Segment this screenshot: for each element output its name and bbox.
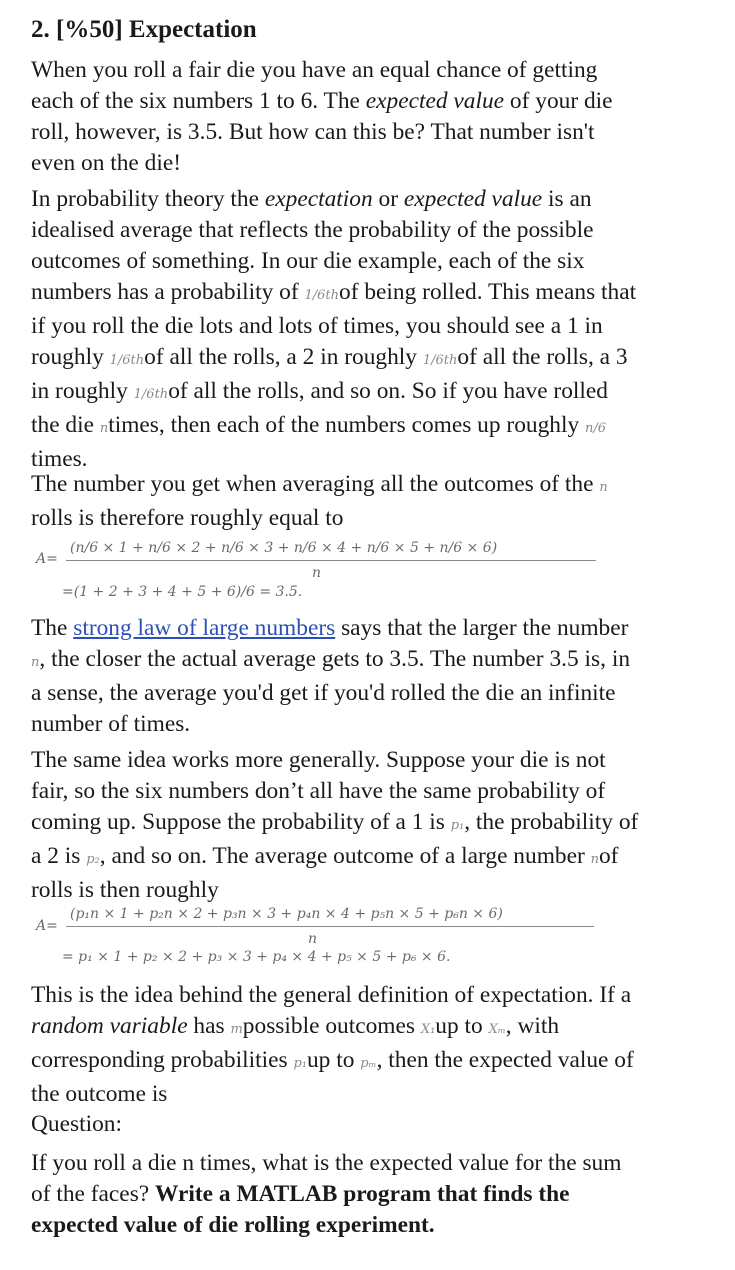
text-line	[31, 86, 726, 117]
text-span: , the probability of	[464, 809, 639, 835]
text-line: When you roll a fair die you have an equal chance of getting	[31, 57, 598, 83]
text-span: up to	[435, 1013, 489, 1039]
text-line	[31, 277, 726, 311]
text-span: roughly	[31, 344, 110, 370]
text-line: even on the die!	[31, 150, 182, 176]
math-m: m	[230, 1022, 243, 1037]
strong-law-link[interactable]: strong law of large numbers	[73, 615, 336, 641]
text-line: This is the idea behind the general definition of expectation. If a	[31, 982, 632, 1008]
fraction-bar	[66, 926, 594, 927]
text-span: The number you get when averaging all the outcomes of the	[31, 471, 600, 497]
text-line	[31, 342, 726, 376]
math-p2: p₂	[86, 852, 100, 867]
formula-unfair-die-average	[36, 906, 596, 970]
text-span: has	[187, 1013, 231, 1039]
formula-numerator: (n/6 × 1 + n/6 × 2 + n/6 × 3 + n/6 × 4 + n/6 × 5 + n/6 × 6)	[70, 540, 498, 556]
text-line: a sense, the average you'd get if you'd rolled the die an infinite	[31, 680, 616, 706]
math-pm: pₘ	[360, 1056, 377, 1071]
paragraph-general-definition	[31, 980, 726, 1110]
paragraph-law-of-large-numbers	[31, 613, 726, 740]
text-span: says that the larger the number	[335, 615, 629, 641]
text-line: the outcome is	[31, 1081, 168, 1107]
formula-result: = p₁ × 1 + p₂ × 2 + p₃ × 3 + p₄ × 4 + p₅ × 5 + p₆ × 6.	[62, 949, 451, 965]
text-span: , the closer the actual average gets to 3.5. The number 3.5 is, in	[39, 646, 631, 672]
math-one-sixth: 1/6th	[422, 353, 458, 368]
math-p1: p₁	[293, 1056, 307, 1071]
text-line	[31, 807, 726, 841]
text-line	[31, 1011, 726, 1045]
text-line	[31, 1179, 726, 1210]
math-one-sixth: 1/6th	[304, 288, 340, 303]
math-xm: Xₘ	[488, 1022, 506, 1037]
formula-denominator: n	[308, 931, 318, 947]
text-span: In probability theory the	[31, 186, 265, 212]
text-span: of all the rolls, a 2 in roughly	[144, 344, 423, 370]
question-label	[31, 1109, 726, 1140]
text-line: rolls is therefore roughly equal to	[31, 505, 344, 531]
text-line	[31, 376, 726, 410]
paragraph-probability-theory	[31, 184, 726, 475]
text-span: of	[598, 843, 619, 869]
text-span: times, then each of the numbers comes up roughly	[108, 412, 586, 438]
text-span: of your die	[504, 88, 613, 114]
math-n: n	[590, 852, 599, 867]
text-span: coming up. Suppose the probability of a 1 is	[31, 809, 451, 835]
text-span: the die	[31, 412, 100, 438]
math-p1: p₁	[450, 818, 465, 833]
text-span: possible outcomes	[242, 1013, 421, 1039]
question-text	[31, 1148, 726, 1241]
emphasis-expected-value: expected value	[403, 186, 543, 212]
text-span: corresponding probabilities	[31, 1047, 294, 1073]
text-line: if you roll the die lots and lots of times, you should see a 1 in	[31, 313, 603, 339]
text-span: of all the rolls, and so on. So if you have rolled	[168, 378, 608, 404]
math-one-sixth: 1/6th	[109, 353, 145, 368]
math-n-over-6: n/6	[585, 421, 607, 436]
text-span: a 2 is	[31, 843, 87, 869]
section-heading: 2. [%50] Expectation	[31, 16, 257, 43]
formula-denominator: n	[312, 565, 322, 581]
text-span: is an	[542, 186, 592, 212]
formula-numerator: (p₁n × 1 + p₂n × 2 + p₃n × 3 + p₄n × 4 + p₅n × 5 + p₆n × 6)	[70, 906, 503, 922]
text-line	[31, 1045, 726, 1079]
paragraph-unfair-die	[31, 745, 726, 906]
paragraph-averaging	[31, 469, 726, 534]
text-line	[31, 644, 726, 678]
math-n: n	[599, 480, 608, 495]
fraction-bar	[66, 560, 596, 561]
emphasis-expectation: expectation	[264, 186, 373, 212]
text-span: of all the rolls, a 3	[457, 344, 628, 370]
text-line: times.	[31, 446, 88, 472]
text-span: of being rolled. This means that	[339, 279, 637, 305]
text-span: numbers has a probability of	[31, 279, 305, 305]
text-line	[31, 613, 726, 644]
text-line: roll, however, is 3.5. But how can this be? That number isn't	[31, 119, 595, 145]
emphasis-random-variable: random variable	[31, 1013, 188, 1039]
bold-task: Write a MATLAB program that finds the	[155, 1181, 570, 1207]
text-line: If you roll a die n times, what is the expected value for the sum	[31, 1150, 622, 1176]
text-line	[31, 184, 726, 215]
text-span: in roughly	[31, 378, 134, 404]
emphasis-expected-value: expected value	[365, 88, 505, 114]
text-line: number of times.	[31, 711, 191, 737]
bold-task: expected value of die rolling experiment.	[31, 1212, 435, 1238]
formula-lhs: A=	[36, 551, 58, 567]
text-span: , and so on. The average outcome of a large number	[99, 843, 591, 869]
text-line: idealised average that reflects the probability of the possible	[31, 217, 594, 243]
text-span: up to	[306, 1047, 361, 1073]
text-span: each of the six numbers 1 to 6. The	[31, 88, 366, 114]
text-span: of the faces?	[31, 1181, 156, 1207]
text-line	[31, 469, 726, 503]
formula-result: =(1 + 2 + 3 + 4 + 5 + 6)/6 = 3.5.	[62, 584, 303, 600]
math-n: n	[99, 421, 109, 436]
math-one-sixth: 1/6th	[133, 387, 169, 402]
text-span: or	[372, 186, 404, 212]
formula-fair-die-average	[36, 538, 596, 608]
text-line: outcomes of something. In our die example, each of the six	[31, 248, 585, 274]
text-line: Question:	[31, 1111, 122, 1137]
text-span: , with	[505, 1013, 560, 1039]
text-line: The same idea works more generally. Suppose your die is not	[31, 747, 606, 773]
math-x1: X₁	[420, 1022, 436, 1037]
paragraph-intro	[31, 55, 726, 179]
text-span: , then the expected value of	[376, 1047, 634, 1073]
text-line	[31, 841, 726, 875]
text-span: The	[31, 615, 74, 641]
math-n: n	[31, 655, 40, 670]
formula-lhs: A=	[36, 918, 58, 934]
text-line	[31, 410, 726, 444]
text-line: rolls is then roughly	[31, 877, 219, 903]
text-line: fair, so the six numbers don’t all have the same probability of	[31, 778, 606, 804]
